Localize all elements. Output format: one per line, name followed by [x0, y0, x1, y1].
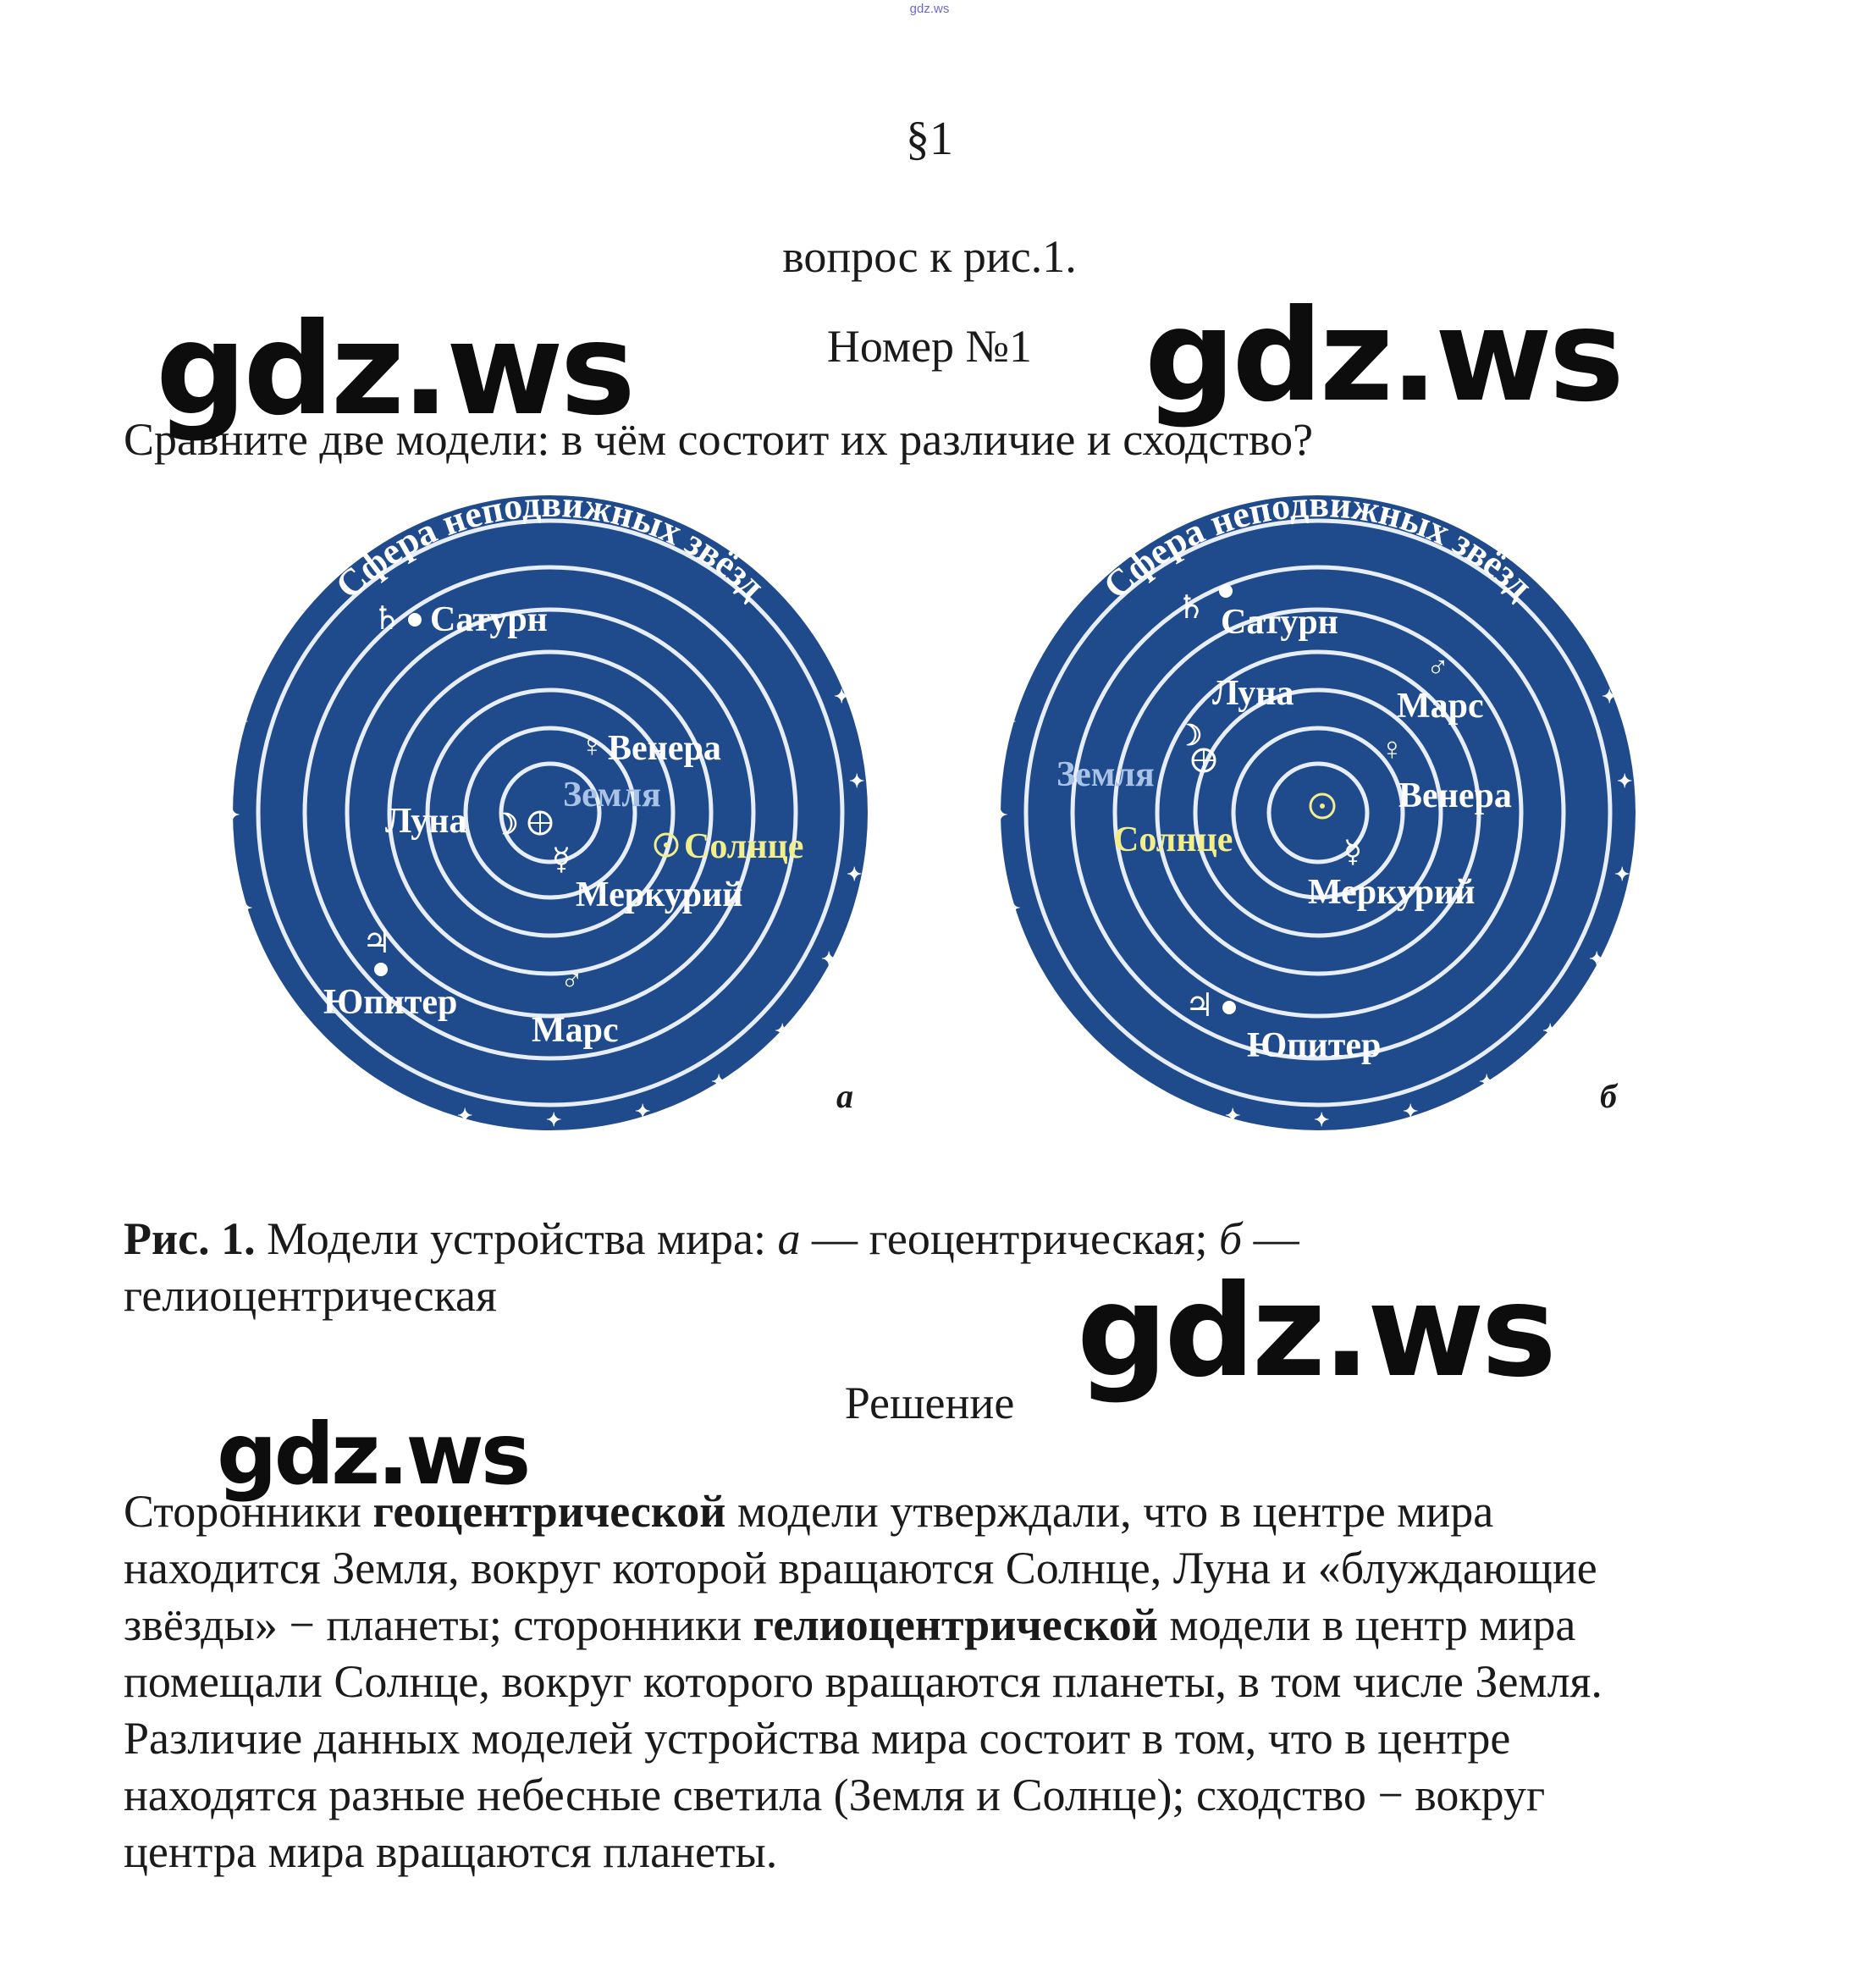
- svg-text:✦: ✦: [546, 1109, 562, 1130]
- jupiter-symbol-b: ♃: [1185, 988, 1215, 1024]
- svg-text:✦: ✦: [317, 1037, 334, 1058]
- jupiter-label-a: Юпитер: [323, 983, 458, 1022]
- svg-text:✦: ✦: [821, 948, 837, 969]
- figure-world-models: [127, 474, 1735, 1139]
- saturn-dot-b: [1219, 584, 1233, 598]
- svg-text:✦: ✦: [1589, 948, 1605, 969]
- svg-text:✦: ✦: [834, 686, 850, 707]
- svg-text:✦: ✦: [457, 1105, 473, 1126]
- solution-title: Решение: [844, 1378, 1015, 1428]
- saturn-symbol-b: ♄: [1177, 590, 1206, 626]
- mercury-label-a: Меркурий: [576, 875, 743, 914]
- svg-text:✦: ✦: [224, 804, 240, 826]
- caption-label: Рис. 1.: [124, 1213, 256, 1264]
- moon-symbol-b: ☽: [1177, 721, 1203, 752]
- solution-line: звёзды» − планеты; сторонники гелиоцентрической модели в центр мира: [124, 1599, 1576, 1650]
- solution-line: Сторонники геоцентрической модели утверждали, что в центре мира: [124, 1486, 1494, 1537]
- svg-text:✦: ✦: [711, 1071, 727, 1092]
- saturn-symbol-a: ♄: [372, 601, 402, 637]
- sun-label-b: Солнце: [1113, 820, 1233, 859]
- stars-sphere-arc-label: Сфера неподвижных звёзд: [1095, 483, 1542, 607]
- sun-label-a: Солнце: [684, 827, 804, 866]
- site-mark: gdz.ws: [909, 2, 950, 16]
- panel-heliocentric: [992, 483, 1636, 1130]
- svg-text:✦: ✦: [1005, 897, 1021, 919]
- saturn-label-a: Сатурн: [430, 600, 548, 639]
- solution-line: находятся разные небесные светила (Земля и Солнце); сходство − вокруг: [124, 1770, 1546, 1820]
- solution-line: помещали Солнце, вокруг которого вращаются планеты, в том числе Земля.: [124, 1656, 1602, 1707]
- mars-symbol-b: ♂: [1426, 650, 1449, 684]
- panel-geocentric: [224, 483, 868, 1130]
- question-title: вопрос к рис.1.: [782, 231, 1077, 282]
- svg-text:✦: ✦: [847, 864, 863, 885]
- jupiter-dot-a: [374, 963, 388, 976]
- mars-label-b: Марс: [1397, 687, 1484, 726]
- stars-sphere-arc-label: Сфера неподвижных звёзд: [327, 483, 774, 607]
- svg-text:✦: ✦: [1034, 974, 1051, 995]
- mercury-label-b: Меркурий: [1308, 873, 1476, 912]
- mercury-symbol-a: ☿: [552, 842, 571, 876]
- jupiter-symbol-a: ♃: [362, 925, 392, 960]
- venus-symbol-a: ♀: [580, 728, 604, 764]
- svg-text:✦: ✦: [267, 974, 283, 995]
- mercury-symbol-b: ☿: [1343, 835, 1363, 869]
- svg-text:✦: ✦: [849, 770, 865, 792]
- svg-text:✦: ✦: [237, 897, 253, 919]
- svg-text:✦: ✦: [1542, 1020, 1558, 1041]
- svg-text:✦: ✦: [1001, 711, 1017, 732]
- svg-text:✦: ✦: [1614, 864, 1630, 885]
- venus-symbol-b: ♀: [1380, 732, 1404, 767]
- watermark: gdz.ws: [1145, 283, 1621, 430]
- solution-line: центра мира вращаются планеты.: [124, 1826, 778, 1877]
- moon-symbol-a: ☽: [493, 809, 519, 841]
- exercise-number: Номер №1: [826, 321, 1033, 372]
- svg-text:✦: ✦: [1403, 1101, 1419, 1122]
- figure-svg: [127, 474, 1735, 1135]
- solution-line: Различие данных моделей устройства мира состоит в том, что в центре: [124, 1713, 1511, 1764]
- svg-text:✦: ✦: [381, 1084, 397, 1105]
- section-number: §1: [906, 113, 953, 165]
- figure-caption: Рис. 1. Модели устройства мира: а — геоцентрическая; б — гелиоцентрическая: [124, 1213, 1299, 1321]
- moon-label-b: Луна: [1212, 674, 1294, 713]
- svg-text:✦: ✦: [1085, 1037, 1101, 1058]
- svg-text:✦: ✦: [1225, 1105, 1241, 1126]
- mars-symbol-a: ♂: [560, 964, 583, 997]
- svg-text:✦: ✦: [635, 1101, 651, 1122]
- watermark: gdz.ws: [217, 1405, 528, 1504]
- panel-letter-a: а: [836, 1077, 853, 1115]
- earth-label-b: Земля: [1056, 755, 1155, 794]
- venus-label-a: Венера: [608, 729, 721, 768]
- svg-text:✦: ✦: [1314, 1109, 1330, 1130]
- svg-text:✦: ✦: [233, 711, 249, 732]
- svg-text:✦: ✦: [1602, 686, 1618, 707]
- svg-text:✦: ✦: [992, 804, 1008, 826]
- watermark: gdz.ws: [156, 296, 632, 444]
- moon-label-a: Луна: [385, 802, 467, 841]
- saturn-label-b: Сатурн: [1221, 603, 1338, 642]
- svg-text:✦: ✦: [1617, 770, 1633, 792]
- jupiter-dot-b: [1222, 1001, 1236, 1014]
- saturn-dot-a: [408, 613, 422, 627]
- svg-text:✦: ✦: [1479, 1071, 1495, 1092]
- solution-line: находится Земля, вокруг которой вращаются Солнце, Луна и «блуждающие: [124, 1543, 1597, 1593]
- task-text: Сравните две модели: в чём состоит их различие и сходство?: [124, 414, 1314, 465]
- jupiter-label-b: Юпитер: [1247, 1026, 1382, 1065]
- svg-text:✦: ✦: [1149, 1084, 1165, 1105]
- mars-label-a: Марс: [532, 1011, 619, 1050]
- watermark: gdz.ws: [1077, 1258, 1553, 1405]
- solution-text: [124, 1483, 1783, 1880]
- venus-label-b: Венера: [1398, 776, 1512, 815]
- svg-text:✦: ✦: [775, 1020, 791, 1041]
- panel-letter-b: б: [1600, 1077, 1617, 1115]
- earth-label-a: Земля: [563, 776, 661, 815]
